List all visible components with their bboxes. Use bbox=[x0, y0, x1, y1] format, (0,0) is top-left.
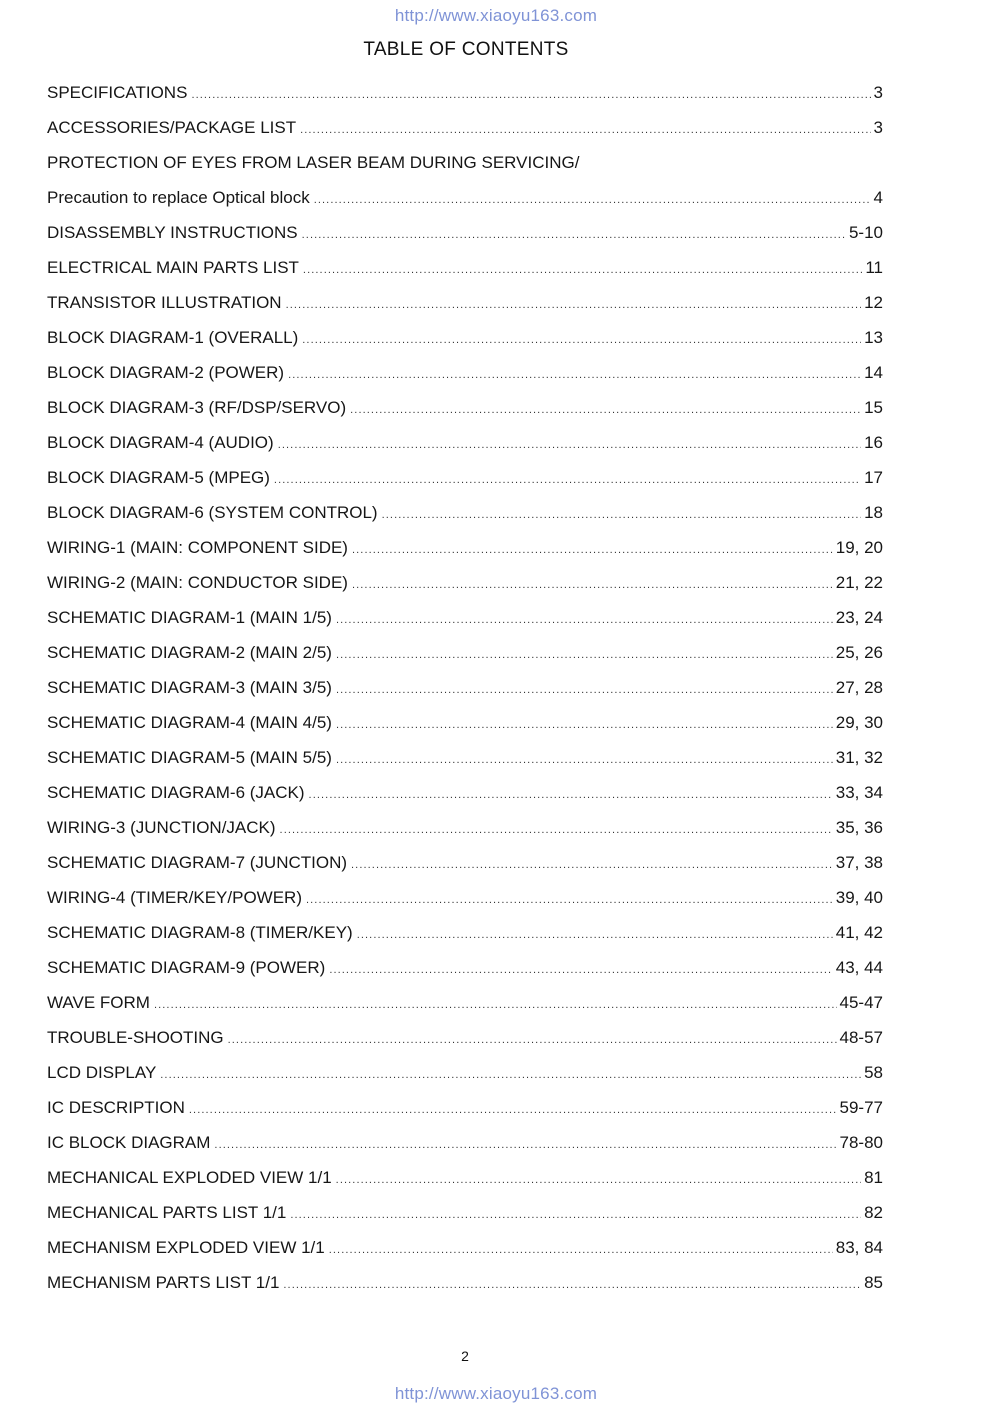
toc-entry[interactable] bbox=[47, 257, 883, 292]
toc-dot-leader bbox=[286, 294, 862, 316]
toc-entry[interactable] bbox=[47, 887, 883, 922]
toc-entry-page: 14 bbox=[864, 363, 883, 382]
toc-entry-page: 25, 26 bbox=[835, 643, 883, 662]
toc-entry[interactable] bbox=[47, 432, 883, 467]
toc-dot-leader bbox=[357, 924, 833, 946]
toc-entry[interactable] bbox=[47, 852, 883, 887]
toc-dot-leader bbox=[329, 1239, 833, 1261]
footer-url-link[interactable]: http://www.xiaoyu163.com bbox=[394, 1384, 598, 1403]
toc-entry-label: WAVE FORM bbox=[47, 993, 150, 1012]
toc-dot-leader bbox=[290, 1204, 861, 1226]
toc-entry[interactable] bbox=[47, 362, 883, 397]
toc-entry-page: 4 bbox=[873, 188, 883, 207]
toc-entry-label: BLOCK DIAGRAM-1 (OVERALL) bbox=[47, 328, 299, 347]
toc-entry[interactable] bbox=[47, 1132, 883, 1167]
toc-entry-page: 3 bbox=[873, 118, 883, 137]
toc-entry-page: 59-77 bbox=[839, 1098, 883, 1117]
toc-entry[interactable] bbox=[47, 1237, 883, 1272]
toc-entry-page: 82 bbox=[864, 1203, 883, 1222]
toc-entry-page: 12 bbox=[864, 293, 883, 312]
toc-entry-label: WIRING-4 (TIMER/KEY/POWER) bbox=[47, 888, 302, 907]
header-url-link[interactable]: http://www.xiaoyu163.com bbox=[394, 6, 598, 25]
toc-entry-label: MECHANICAL PARTS LIST 1/1 bbox=[47, 1203, 287, 1222]
toc-entry[interactable] bbox=[47, 117, 883, 152]
toc-entry[interactable] bbox=[47, 1062, 883, 1097]
toc-entry-label: MECHANISM PARTS LIST 1/1 bbox=[47, 1273, 280, 1292]
toc-entry-label: SCHEMATIC DIAGRAM-8 (TIMER/KEY) bbox=[47, 923, 353, 942]
toc-entry-page: 41, 42 bbox=[835, 923, 883, 942]
toc-entry[interactable] bbox=[47, 1272, 883, 1307]
toc-entry-page: 16 bbox=[864, 433, 883, 452]
toc-entry-label: MECHANISM EXPLODED VIEW 1/1 bbox=[47, 1238, 325, 1257]
toc-entry-label: WIRING-1 (MAIN: COMPONENT SIDE) bbox=[47, 538, 348, 557]
toc-dot-leader bbox=[278, 434, 861, 456]
toc-entry[interactable] bbox=[47, 222, 883, 257]
toc-entry[interactable] bbox=[47, 747, 883, 782]
toc-dot-leader bbox=[191, 84, 870, 106]
toc-entry[interactable] bbox=[47, 992, 883, 1027]
toc-entry-label: Precaution to replace Optical block bbox=[47, 188, 310, 207]
toc-entry[interactable] bbox=[47, 1097, 883, 1132]
toc-dot-leader bbox=[283, 1274, 861, 1296]
toc-entry-page: 17 bbox=[864, 468, 883, 487]
toc-entry-page: 19, 20 bbox=[835, 538, 883, 557]
toc-entry[interactable] bbox=[47, 677, 883, 712]
toc-entry-page: 23, 24 bbox=[835, 608, 883, 627]
toc-entry[interactable] bbox=[47, 1202, 883, 1237]
toc-dot-leader bbox=[352, 539, 833, 561]
toc-entry-page: 33, 34 bbox=[835, 783, 883, 802]
toc-dot-leader bbox=[309, 784, 833, 806]
toc-entry-label: PROTECTION OF EYES FROM LASER BEAM DURING SERVICING/ bbox=[47, 153, 580, 172]
table-of-contents bbox=[47, 82, 883, 1307]
toc-entry-label: TRANSISTOR ILLUSTRATION bbox=[47, 293, 282, 312]
toc-entry[interactable] bbox=[47, 327, 883, 362]
toc-entry-label: BLOCK DIAGRAM-6 (SYSTEM CONTROL) bbox=[47, 503, 378, 522]
page-number: 2 bbox=[461, 1348, 469, 1364]
toc-entry-page: 3 bbox=[873, 83, 883, 102]
toc-entry-label: LCD DISPLAY bbox=[47, 1063, 157, 1082]
toc-entry-label: SCHEMATIC DIAGRAM-2 (MAIN 2/5) bbox=[47, 643, 332, 662]
toc-dot-leader bbox=[350, 399, 861, 421]
toc-entry-label: WIRING-2 (MAIN: CONDUCTOR SIDE) bbox=[47, 573, 348, 592]
toc-entry-page: 45-47 bbox=[839, 993, 883, 1012]
toc-entry[interactable] bbox=[47, 922, 883, 957]
toc-entry[interactable] bbox=[47, 572, 883, 607]
toc-dot-leader bbox=[189, 1099, 837, 1121]
toc-entry[interactable] bbox=[47, 537, 883, 572]
toc-dot-leader bbox=[336, 679, 833, 701]
toc-entry[interactable] bbox=[47, 712, 883, 747]
toc-entry-page: 48-57 bbox=[839, 1028, 883, 1047]
toc-dot-leader bbox=[280, 819, 833, 841]
toc-dot-leader bbox=[228, 1029, 837, 1051]
toc-dot-leader bbox=[329, 959, 832, 981]
toc-entry-label: IC BLOCK DIAGRAM bbox=[47, 1133, 211, 1152]
toc-entry-page: 31, 32 bbox=[835, 748, 883, 767]
toc-entry-page: 18 bbox=[864, 503, 883, 522]
toc-entry-page: 15 bbox=[864, 398, 883, 417]
toc-entry[interactable] bbox=[47, 467, 883, 502]
toc-entry-label: SCHEMATIC DIAGRAM-5 (MAIN 5/5) bbox=[47, 748, 332, 767]
toc-entry-page: 37, 38 bbox=[835, 853, 883, 872]
toc-entry-page: 29, 30 bbox=[835, 713, 883, 732]
toc-entry-label: SCHEMATIC DIAGRAM-1 (MAIN 1/5) bbox=[47, 608, 332, 627]
toc-entry[interactable] bbox=[47, 82, 883, 117]
toc-entry[interactable] bbox=[47, 782, 883, 817]
toc-entry[interactable] bbox=[47, 642, 883, 677]
toc-entry-page: 27, 28 bbox=[835, 678, 883, 697]
toc-entry-label: IC DESCRIPTION bbox=[47, 1098, 185, 1117]
toc-entry-label: BLOCK DIAGRAM-4 (AUDIO) bbox=[47, 433, 274, 452]
toc-entry-page: 43, 44 bbox=[835, 958, 883, 977]
toc-entry-page: 11 bbox=[865, 258, 883, 277]
toc-dot-leader bbox=[351, 854, 833, 876]
toc-dot-leader bbox=[306, 889, 833, 911]
toc-entry-label: SCHEMATIC DIAGRAM-7 (JUNCTION) bbox=[47, 853, 348, 872]
toc-entry-page: 81 bbox=[864, 1168, 883, 1187]
toc-dot-leader bbox=[274, 469, 861, 491]
toc-dot-leader bbox=[336, 609, 833, 631]
toc-entry-label: SCHEMATIC DIAGRAM-6 (JACK) bbox=[47, 783, 305, 802]
toc-entry[interactable] bbox=[47, 957, 883, 992]
toc-entry-label: SCHEMATIC DIAGRAM-9 (POWER) bbox=[47, 958, 326, 977]
toc-entry-page: 83, 84 bbox=[835, 1238, 883, 1257]
toc-entry-page: 85 bbox=[864, 1273, 883, 1292]
toc-entry-label: WIRING-3 (JUNCTION/JACK) bbox=[47, 818, 276, 837]
toc-entry[interactable] bbox=[47, 187, 883, 222]
toc-entry[interactable] bbox=[47, 502, 883, 537]
toc-entry-page: 58 bbox=[864, 1063, 883, 1082]
toc-dot-leader bbox=[303, 259, 862, 281]
toc-entry-label: SCHEMATIC DIAGRAM-4 (MAIN 4/5) bbox=[47, 713, 332, 732]
toc-entry-page: 35, 36 bbox=[835, 818, 883, 837]
toc-entry[interactable] bbox=[47, 817, 883, 852]
toc-entry[interactable] bbox=[47, 152, 883, 187]
toc-entry-label: BLOCK DIAGRAM-2 (POWER) bbox=[47, 363, 285, 382]
toc-entry-label: SPECIFICATIONS bbox=[47, 83, 188, 102]
toc-entry-label: BLOCK DIAGRAM-5 (MPEG) bbox=[47, 468, 270, 487]
toc-dot-leader bbox=[154, 994, 837, 1016]
toc-entry-label: DISASSEMBLY INSTRUCTIONS bbox=[47, 223, 298, 242]
toc-dot-leader bbox=[382, 504, 861, 526]
toc-entry-label: BLOCK DIAGRAM-3 (RF/DSP/SERVO) bbox=[47, 398, 347, 417]
toc-dot-leader bbox=[160, 1064, 861, 1086]
toc-dot-leader bbox=[336, 749, 833, 771]
toc-entry-page: 39, 40 bbox=[835, 888, 883, 907]
toc-entry-page: 21, 22 bbox=[835, 573, 883, 592]
toc-dot-leader bbox=[336, 644, 833, 666]
toc-entry-page: 78-80 bbox=[839, 1133, 883, 1152]
toc-entry-label: ACCESSORIES/PACKAGE LIST bbox=[47, 118, 297, 137]
toc-dot-leader bbox=[288, 364, 861, 386]
toc-entry[interactable] bbox=[47, 1027, 883, 1062]
toc-dot-leader bbox=[214, 1134, 836, 1156]
toc-entry-label: SCHEMATIC DIAGRAM-3 (MAIN 3/5) bbox=[47, 678, 332, 697]
toc-entry-label: ELECTRICAL MAIN PARTS LIST bbox=[47, 258, 299, 277]
toc-dot-leader bbox=[336, 714, 833, 736]
toc-dot-leader bbox=[314, 189, 871, 211]
toc-entry-page: 5-10 bbox=[848, 223, 883, 242]
toc-entry[interactable] bbox=[47, 1167, 883, 1202]
toc-dot-leader bbox=[302, 224, 846, 246]
toc-entry[interactable] bbox=[47, 607, 883, 642]
toc-entry-page: 13 bbox=[864, 328, 883, 347]
toc-entry-label: TROUBLE-SHOOTING bbox=[47, 1028, 224, 1047]
toc-dot-leader bbox=[302, 329, 861, 351]
toc-dot-leader bbox=[336, 1169, 861, 1191]
page-title: TABLE OF CONTENTS bbox=[363, 39, 569, 60]
toc-entry[interactable] bbox=[47, 397, 883, 432]
toc-dot-leader bbox=[352, 574, 833, 596]
toc-dot-leader bbox=[300, 119, 870, 141]
toc-entry-label: MECHANICAL EXPLODED VIEW 1/1 bbox=[47, 1168, 332, 1187]
toc-entry[interactable] bbox=[47, 292, 883, 327]
